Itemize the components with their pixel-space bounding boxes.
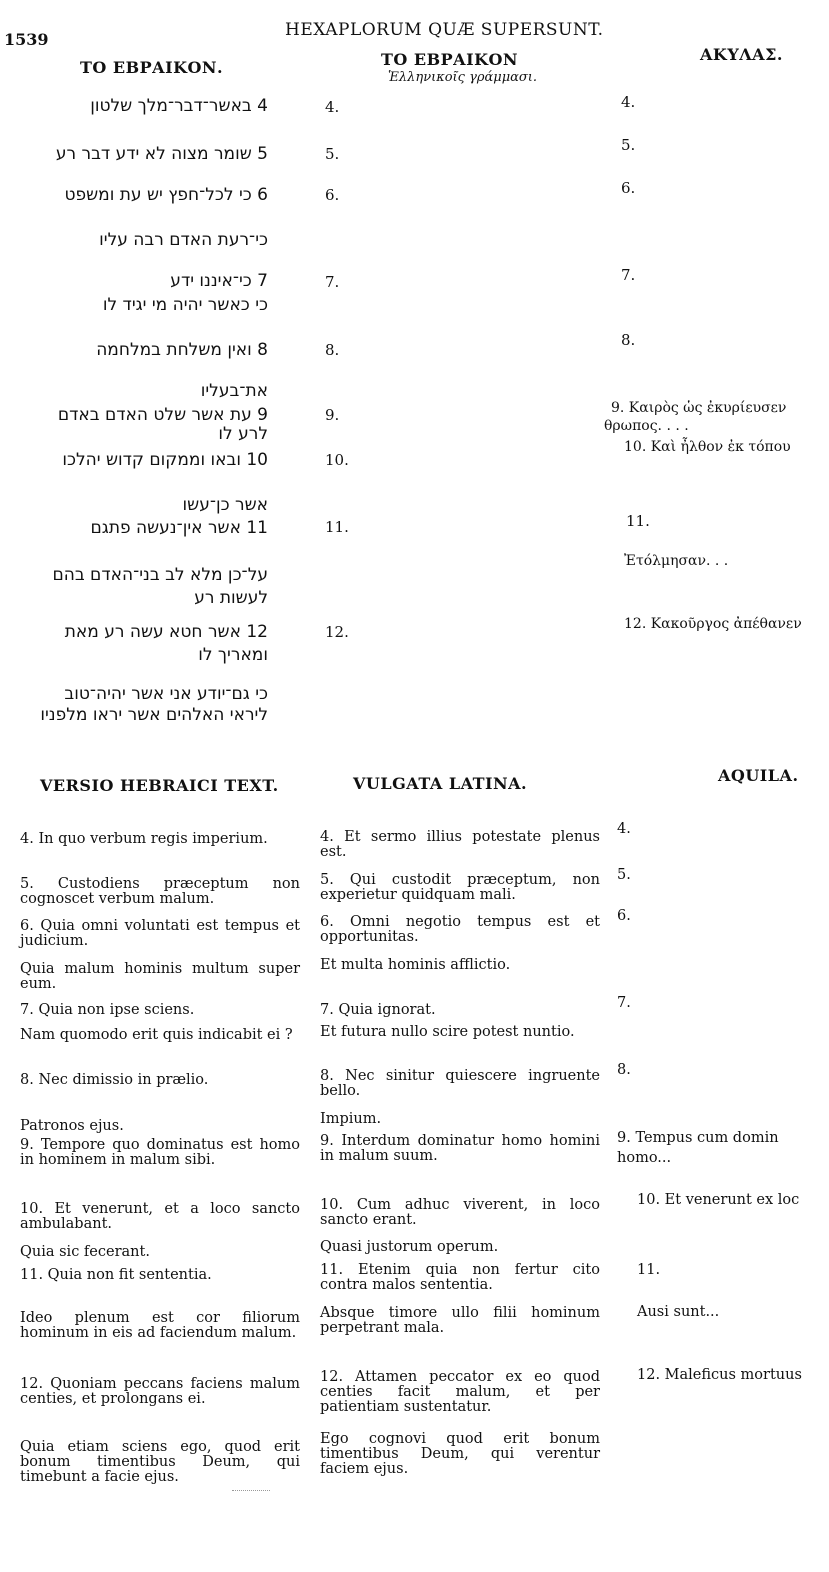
verse-number: 7. [325, 273, 340, 291]
vulgata-verse: 7. Quia ignorat. [320, 1002, 436, 1018]
hebrew-line: 8 ואין משלחת במלחמה [96, 340, 268, 360]
vulgata-verse: Absque timore ullo filii hominum perpetrant mala. [320, 1305, 600, 1336]
verse-number: 5. [621, 136, 636, 154]
vulgata-verse: 9. Interdum dominatur homo homini in malum suum. [320, 1133, 600, 1164]
verse-number: 6. [621, 179, 636, 197]
verse-number: 11. [626, 512, 650, 530]
verse-number: 4. [621, 93, 636, 111]
hebrew-line: 10 ובאו וממקום קדוש יהלכו [62, 450, 268, 470]
versio-verse: 6. Quia omni voluntati est tempus et judicium. [20, 918, 300, 949]
aquila-latin-verse: 7. [617, 995, 631, 1011]
vulgata-verse: 5. Qui custodit præceptum, non experietur quidquam mali. [320, 872, 600, 903]
hebrew-line: כי גם־יודע אני אשר יהיה־טוב [64, 684, 268, 704]
aquila-latin-verse: 6. [617, 908, 631, 924]
verse-number: 6. [325, 186, 340, 204]
page-smudge [232, 1490, 270, 1491]
hebrew-line: 7 כי־איננו ידע [170, 271, 268, 291]
versio-column-title: VERSIO HEBRAICI TEXT. [40, 776, 279, 795]
versio-verse: Quia sic fecerant. [20, 1244, 150, 1260]
greek-line: 9. Καιρὸς ὡς ἐκυρίευσεν [611, 400, 787, 416]
hebrew-line: 11 אשר אין־נעשה פתגם [90, 518, 268, 538]
aquila-latin-verse: 12. Maleficus mortuus [637, 1367, 802, 1383]
verse-number: 12. [325, 623, 349, 641]
verse-number: 4. [325, 98, 340, 116]
vulgata-column-title: VULGATA LATINA. [353, 774, 528, 793]
aquila-latin-verse: homo... [617, 1150, 672, 1166]
hebrew-line: אשר כן־עשו [182, 495, 268, 515]
verse-number: 5. [325, 145, 340, 163]
page-number: 1539 [4, 30, 49, 49]
verse-number: 8. [325, 341, 340, 359]
aquila-latin-verse: 11. [637, 1262, 661, 1278]
versio-verse: 9. Tempore quo dominatus est homo in hominem in malum sibi. [20, 1137, 300, 1168]
hebrew-column-title: ΤΟ ΕΒΡΑΙΚΟΝ. [80, 58, 224, 77]
hebrew-line: 6 כי לכל־חפץ יש עת ומשפט [64, 185, 268, 205]
hebrew-line: 5 שומר מצוה לא ידע דבר רע [55, 144, 268, 164]
verse-number: 11. [325, 518, 349, 536]
versio-verse: 5. Custodiens præceptum non cognoscet verbum malum. [20, 876, 300, 907]
hebrew-line: ומאריך לו [198, 645, 268, 665]
transliteration-column-subtitle: Ἑλληνικοῖς γράμμασι. [388, 70, 538, 85]
hebrew-line: כי־רעת האדם רבה עליו [99, 230, 268, 250]
greek-line: θρωπος. . . . [604, 418, 689, 434]
aquila-latin-verse: 5. [617, 867, 631, 883]
hebrew-line: לעשות רע [194, 588, 268, 608]
vulgata-verse: Quasi justorum operum. [320, 1239, 499, 1255]
versio-verse: Nam quomodo erit quis indicabit ei ? [20, 1027, 293, 1043]
hebrew-line: 12 אשר חטא עשה רע מאת [64, 622, 268, 642]
verse-number: 10. [325, 451, 349, 469]
vulgata-verse: 12. Attamen peccator ex eo quod centies facit malum, et per patientiam sustentatur. [320, 1369, 600, 1415]
aquila-latin-verse: Ausi sunt... [637, 1304, 720, 1320]
aquila-latin-column-title: AQUILA. [718, 766, 799, 785]
verse-number: 9. [325, 406, 340, 424]
aquila-latin-verse: 8. [617, 1062, 631, 1078]
versio-verse: 8. Nec dimissio in prælio. [20, 1072, 209, 1088]
versio-verse: Ideo plenum est cor filiorum hominum in eis ad faciendum malum. [20, 1310, 300, 1341]
hebrew-line: ליראי האלהים אשר יראו מלפניו [40, 705, 268, 725]
hebrew-line: כי כאשר יהיה מי יגיד לו [102, 295, 268, 315]
hebrew-line: על־כן מלא לב בני־האדם בהם [52, 565, 268, 585]
vulgata-verse: Et futura nullo scire potest nuntio. [320, 1024, 575, 1040]
versio-verse: 7. Quia non ipse sciens. [20, 1002, 195, 1018]
versio-verse: 4. In quo verbum regis imperium. [20, 831, 268, 847]
vulgata-verse: 6. Omni negotio tempus est et opportunitas. [320, 914, 600, 945]
hebrew-line: 9 עת אשר שלט האדם באדם [57, 405, 268, 425]
vulgata-verse: Impium. [320, 1111, 382, 1127]
vulgata-verse: 4. Et sermo illius potestate plenus est. [320, 829, 600, 860]
vulgata-verse: Ego cognovi quod erit bonum timentibus Deum, qui verentur faciem ejus. [320, 1431, 600, 1477]
versio-verse: 11. Quia non fit sententia. [20, 1267, 212, 1283]
running-title: HEXAPLORUM QUÆ SUPERSUNT. [285, 20, 604, 40]
versio-verse: Quia malum hominis multum super eum. [20, 961, 300, 992]
versio-verse: Patronos ejus. [20, 1118, 124, 1134]
vulgata-verse: 8. Nec sinitur quiescere ingruente bello. [320, 1068, 600, 1099]
aquila-latin-verse: 4. [617, 821, 631, 837]
vulgata-verse: Et multa hominis afflictio. [320, 957, 511, 973]
versio-verse: Quia etiam sciens ego, quod erit bonum timentibus Deum, qui timebunt a facie ejus. [20, 1439, 300, 1485]
greek-line: Ἐτόλμησαν. . . [624, 553, 729, 569]
versio-verse: 10. Et venerunt, et a loco sancto ambulabant. [20, 1201, 300, 1232]
greek-line: 10. Καὶ ἦλθον ἐκ τόπου [624, 439, 791, 455]
transliteration-column-title: ΤΟ ΕΒΡΑΙΚΟΝ [381, 50, 519, 69]
vulgata-verse: 11. Etenim quia non fertur cito contra malos sententia. [320, 1262, 600, 1293]
vulgata-verse: 10. Cum adhuc viverent, in loco sancto erant. [320, 1197, 600, 1228]
hebrew-line: 4 באשר־דבר־מלך שלטון [90, 96, 268, 116]
hebrew-line: את־בעליו [200, 381, 268, 401]
aquila-latin-verse: 10. Et venerunt ex loc [637, 1192, 800, 1208]
greek-line: 12. Κακοῦργος ἀπέθανεν [624, 616, 802, 632]
aquila-greek-column-title: ΑΚΥΛΑΣ. [700, 45, 783, 64]
versio-verse: 12. Quoniam peccans faciens malum centies, et prolongans ei. [20, 1376, 300, 1407]
aquila-latin-verse: 9. Tempus cum domin [617, 1130, 779, 1146]
verse-number: 8. [621, 331, 636, 349]
verse-number: 7. [621, 266, 636, 284]
hebrew-line: לרע לו [218, 424, 268, 444]
